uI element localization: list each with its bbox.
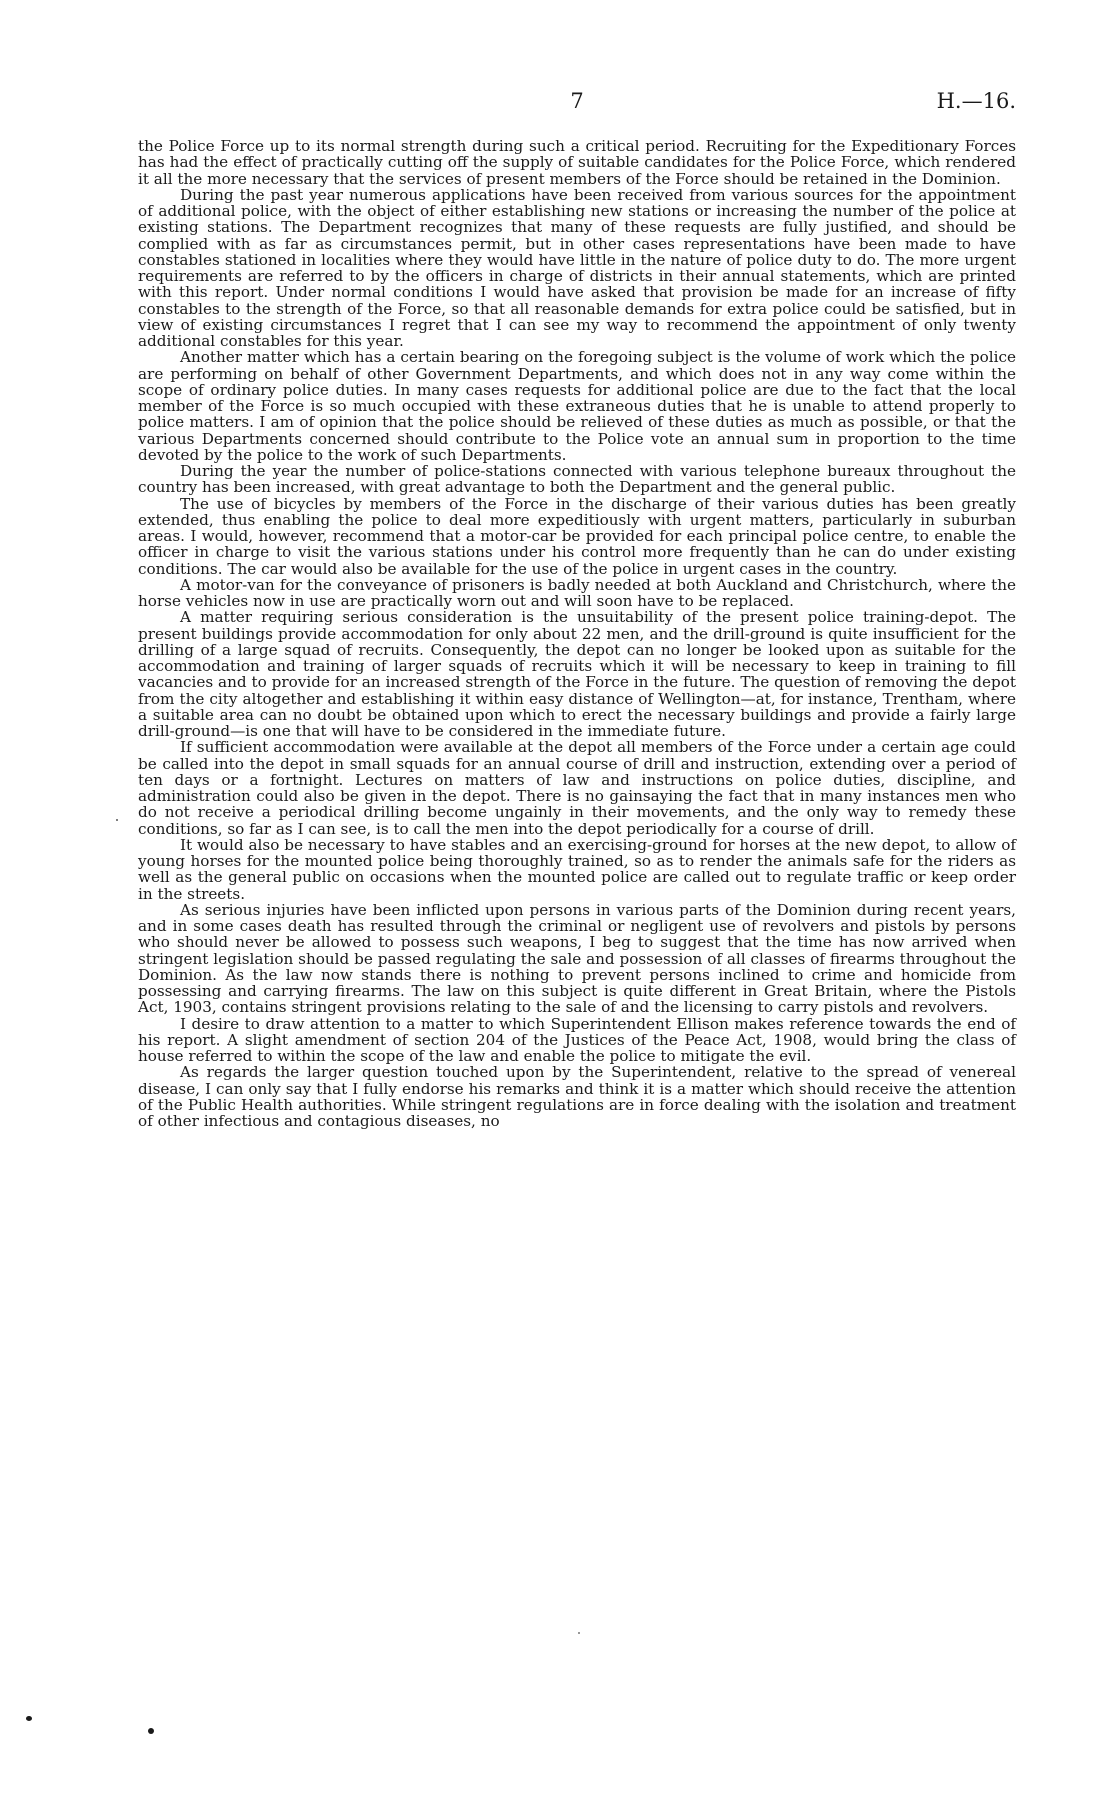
- paragraph-stables: It would also be necessary to have stables and an exercising-ground for horses at the new depot, to allow of young horses for the mounted police being thoroughly trained, so as to render the animals safe for the riders as well as the general public on occasions when the mounted police are called out to regulate traffic or keep order in the streets.: [138, 835, 1016, 903]
- paragraph-recruiting-continued: the Police Force up to its normal strength during such a critical period. Recruiting for the Expeditionary Forces has had the effect of practically cutting off the supply of suitable candidates for the Police Force, which rendered it all the more necessary that the services of present members of the Force should be retained in the Dominion.: [138, 137, 1016, 188]
- scan-speck: [116, 819, 118, 821]
- document-reference: H.—16.: [936, 89, 1016, 113]
- scan-speck: [26, 1716, 32, 1721]
- scan-speck: [148, 1728, 154, 1734]
- paragraph-venereal-disease: As regards the larger question touched upon by the Superintendent, relative to the spread of venereal disease, I can only say that I fully endorse his remarks and think it is a matter which should receive the attention of the Public Health authorities. While stringent regulations are in force dealing with the isolation and treatment of other infectious and contagious diseases, no: [138, 1063, 1016, 1130]
- paragraph-other-departments: Another matter which has a certain bearing on the foregoing subject is the volume of work which the police are performing on behalf of other Government Departments, and which does not in any way come within the scope of ordinary police duties. In many cases requests for additional police are due to the fact that the local member of the Force is so much occupied with these extraneous duties that he is unable to attend properly to police matters. I am of opinion that the police should be relieved of these duties as much as possible, or that the various Departments concerned should contribute to the Police vote an annual sum in proportion to the time devoted by the police to the work of such Departments.: [138, 348, 1016, 464]
- paragraph-telephone-bureaux: During the year the number of police-stations connected with various telephone bureaux throughout the country has been increased, with great advantage to both the Department and the general public.: [138, 462, 1016, 497]
- report-body: [138, 138, 1016, 1129]
- paragraph-firearms: As serious injuries have been inflicted upon persons in various parts of the Dominion during recent years, and in some cases death has resulted through the criminal or negligent use of revolvers and pistols by persons who should never be allowed to possess such weapons, I beg to suggest that the time has now arrived when stringent legislation should be passed regulating the sale and possession of all classes of firearms throughout the Dominion. As the law now stands there is nothing to prevent persons inclined to crime and homicide from possessing and carrying firearms. The law on this subject is quite different in Great Britain, where the Pistols Act, 1903, contains stringent provisions relating to the sale of and the licensing to carry pistols and revolvers.: [138, 900, 1016, 1017]
- paragraph-training-depot: A matter requiring serious consideration is the unsuitability of the present police training-depot. The present buildings provide accommodation for only about 22 men, and the drill-ground is quite insufficient for the drilling of a large squad of recruits. Consequently, the depot can no longer be looked upon as suitable for the accommodation and training of larger squads of recruits which it will be necessary to keep in training to fill vacancies and to provide for an increased strength of the Force in the future. The question of removing the depot from the city altogether and establishing it within easy distance of Wellington—at, for instance, Trentham, where a suitable area can no doubt be obtained upon which to erect the necessary buildings and provide a fairly large drill-ground—is one that will have to be considered in the immediate future.: [138, 608, 1016, 740]
- paragraph-depot-drill-course: If sufficient accommodation were available at the depot all members of the Force under a certain age could be called into the depot in small squads for an annual course of drill and instruction, extending over a period of ten days or a fortnight. Lectures on matters of law and instructions on police duties, discipline, and administration could also be given in the depot. There is no gainsaying the fact that in many instances men who do not receive a periodical drilling become ungainly in their movements, and the only way to remedy these conditions, so far as I can see, is to call the men into the depot periodically for a course of drill.: [138, 738, 1016, 838]
- paragraph-bicycles-motor-car: The use of bicycles by members of the Force in the discharge of their various duties has been greatly extended, thus enabling the police to deal more expeditiously with urgent matters, particularly in suburban areas. I would, however, recommend that a motor-car be provided for each principal police centre, to enable the officer in charge to visit the various stations under his control more frequently than he can do under existing conditions. The car would also be available for the use of the police in urgent cases in the country.: [138, 494, 1016, 578]
- page-number: 7: [570, 89, 584, 113]
- paragraph-justices-act: I desire to draw attention to a matter to which Superintendent Ellison makes reference towards the end of his report. A slight amendment of section 204 of the Justices of the Peace Act, 1908, would bring the class of house referred to within the scope of the law and enable the police to mitigate the evil.: [138, 1014, 1016, 1065]
- scan-speck: [578, 1632, 580, 1634]
- paragraph-motor-van: A motor-van for the conveyance of prisoners is badly needed at both Auckland and Christchurch, where the horse vehicles now in use are practically worn out and will soon have to be replaced.: [138, 575, 1016, 610]
- page-header: [138, 88, 1016, 114]
- paragraph-additional-police: During the past year numerous applications have been received from various sources for the appointment of additional police, with the object of either establishing new stations or increasing the number of the police at existing stations. The Department recognizes that many of these requests are fully justified, and should be complied with as far as circumstances permit, but in other cases representations have been made to have constables stationed in localities where they would have little in the nature of police duty to do. The more urgent requirements are referred to by the officers in charge of districts in their annual statements, which are printed with this report. Under normal conditions I would have asked that provision be made for an increase of fifty constables to the strength of the Force, so that all reasonable demands for extra police could be satisfied, but in view of existing circumstances I regret that I can see my way to recommend the appointment of only twenty additional constables for this year.: [138, 185, 1016, 350]
